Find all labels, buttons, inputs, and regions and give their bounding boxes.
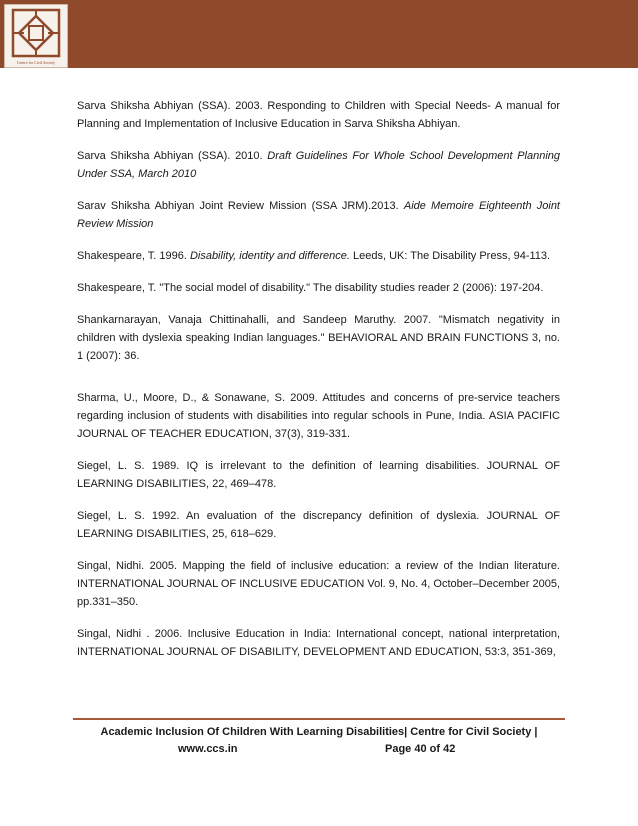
reference-item: Shakespeare, T. 1996. Disability, identity and difference. Leeds, UK: The Disability Press, 94-113. <box>77 250 551 262</box>
reference-item: Shankarnarayan, Vanaja Chittinahalli, and Sandeep Maruthy. 2007. "Mismatch negativity in children with dyslexia speaking Indian languages." BEHAVIORAL AND BRAIN FUNCTIONS 3, no. 1 (2007): 36. <box>77 314 560 362</box>
reference-item: Singal, Nidhi. 2005. Mapping the field of inclusive education: a review of the Indian literature. INTERNATIONAL JOURNAL OF INCLUSIVE EDUCATION Vol. 9, No. 4, October–December 2005, pp.331–350. <box>77 560 560 608</box>
reference-item: Siegel, L. S. 1992. An evaluation of the discrepancy definition of dyslexia. JOURNAL OF LEARNING DISABILITIES, 25, 618–629. <box>77 510 560 540</box>
reference-list <box>77 97 560 675</box>
footer-divider <box>73 718 565 720</box>
logo-caption: Centre for Civil Society <box>16 60 56 65</box>
reference-item: Shakespeare, T. "The social model of disability." The disability studies reader 2 (2006): 197-204. <box>77 282 544 294</box>
page-footer <box>73 724 565 758</box>
reference-item: Singal, Nidhi . 2006. Inclusive Education in India: International concept, national interpretation, INTERNATIONAL JOURNAL OF DISABILITY, DEVELOPMENT AND EDUCATION, 53:3, 351-369, <box>77 628 560 658</box>
reference-item: Sarva Shiksha Abhiyan (SSA). 2010. Draft Guidelines For Whole School Development Planning Under SSA, March 2010 <box>77 150 561 180</box>
reference-item: Sarav Shiksha Abhiyan Joint Review Mission (SSA JRM).2013. Aide Memoire Eighteenth Joint Review Mission <box>77 200 560 230</box>
logo-emblem-icon <box>10 7 62 59</box>
footer-website: www.ccs.in <box>178 743 238 755</box>
header-band <box>0 0 638 68</box>
reference-item: Sharma, U., Moore, D., & Sonawane, S. 2009. Attitudes and concerns of pre-service teachers regarding inclusion of students with disabilities into regular schools in Pune, India. ASIA PACIFIC JOURNAL OF TEACHER EDUCATION, 37(3), 319-331. <box>77 392 560 440</box>
reference-item: Sarva Shiksha Abhiyan (SSA). 2003. Responding to Children with Special Needs- A manual for Planning and Implementation of Inclusive Education in Sarva Shiksha Abhiyan. <box>77 100 560 130</box>
ccs-logo <box>4 4 68 68</box>
footer-title: Academic Inclusion Of Children With Learning Disabilities| Centre for Civil Society | <box>100 726 538 738</box>
page-number: Page 40 of 42 <box>385 743 456 755</box>
reference-item: Siegel, L. S. 1989. IQ is irrelevant to the definition of learning disabilities. JOURNAL OF LEARNING DISABILITIES, 22, 469–478. <box>77 460 560 490</box>
